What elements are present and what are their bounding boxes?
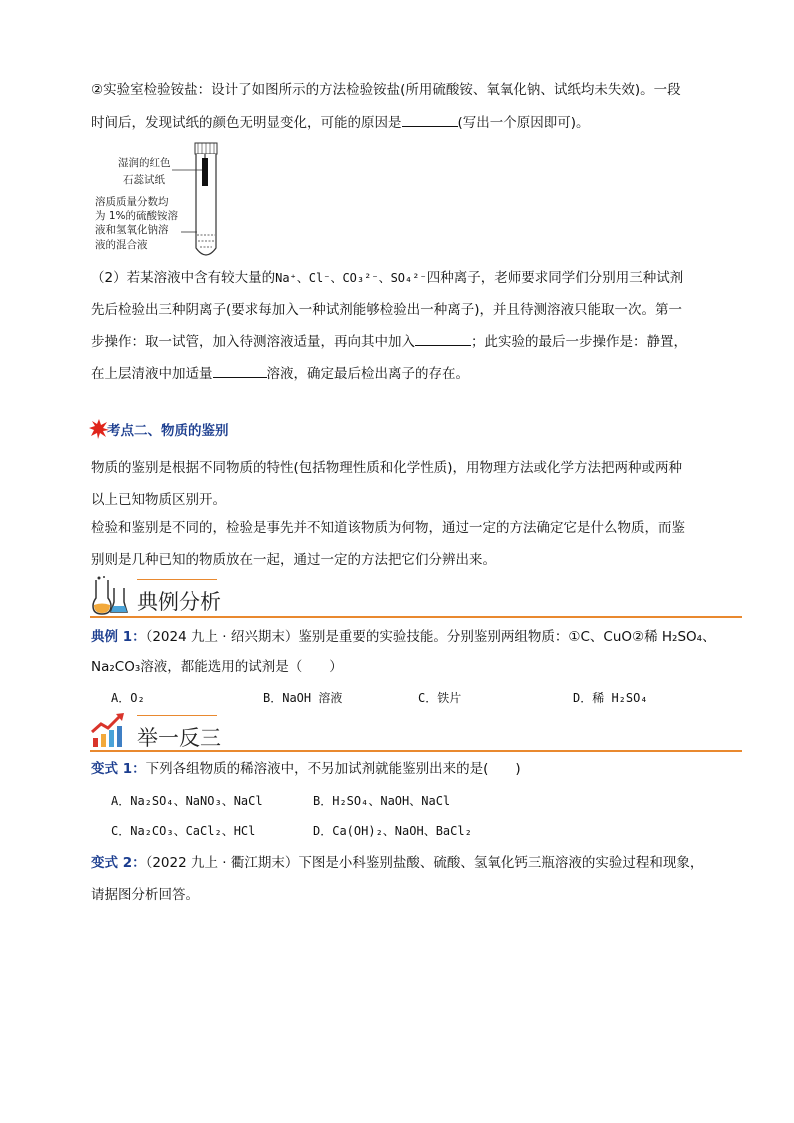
answer-blank-2[interactable] — [415, 331, 471, 346]
kaodian-para1-line2: 以上已知物质区别开。 — [91, 492, 226, 508]
q2-line1 — [91, 267, 683, 289]
kaodian-para2-line1: 检验和鉴别是不同的，检验是事先并不知道该物质为何物，通过一定的方法确定它是什么物质，而鉴 — [91, 520, 685, 536]
item2-line1: ②实验室检验铵盐：设计了如图所示的方法检验铵盐(所用硫酸铵、氧氧化钠、试纸均未失效)。一段 — [91, 82, 681, 98]
q2-line3-end: ；此实验的最后一步操作是：静置， — [471, 334, 687, 350]
v1-option-a[interactable]: A．Na₂SO₄、NaNO₃、NaCl — [111, 794, 263, 808]
dianli-text2: Na₂CO₃溶液，都能选用的试剂是（ ） — [91, 659, 343, 675]
figure-label-solution-3: 液和氢氧化钠溶 — [95, 224, 169, 236]
kaodian-para1-line1: 物质的鉴别是根据不同物质的特性(包括物理性质和化学性质)，用物理方法或化学方法把两种或两种 — [91, 460, 683, 476]
dianli-rule — [90, 616, 742, 618]
figure-label-solution-4: 液的混合液 — [95, 239, 148, 251]
dianli-text1: （2024 九上 · 绍兴期末）鉴别是重要的实验技能。分别鉴别两组物质：①C、CuO②稀 H₂SO₄、 — [145, 629, 716, 645]
dianli-option-a[interactable]: A．O₂ — [111, 691, 145, 705]
test-tube-drawing — [95, 140, 235, 262]
v1-option-d[interactable]: D．Ca(OH)₂、NaOH、BaCl₂ — [313, 824, 472, 838]
v1-text: 下列各组物质的稀溶液中，不另加试剂就能鉴别出来的是( ) — [145, 761, 521, 777]
q2-suffix: 四种离子，老师要求同学们分别用三种试剂 — [426, 270, 684, 286]
dianli-option-c[interactable]: C．铁片 — [418, 691, 462, 705]
dianli-option-b[interactable]: B．NaOH 溶液 — [263, 691, 343, 705]
v2-text2: 请据图分析回答。 — [91, 887, 199, 903]
red-star-icon — [89, 419, 109, 439]
growth-chart-icon — [90, 712, 130, 748]
juyi-top-rule — [137, 715, 217, 716]
v1-option-b[interactable]: B．H₂SO₄、NaOH、NaCl — [313, 794, 451, 808]
flask-icon — [90, 576, 130, 616]
figure-label-solution-2: 为 1%的硫酸铵溶 — [95, 210, 178, 222]
dianli-option-d[interactable]: D．稀 H₂SO₄ — [573, 691, 648, 705]
q2-line4-end: 溶液，确定最后检出离子的存在。 — [266, 366, 469, 382]
q2-line3-text: 步操作：取一试管，加入待测溶液适量，再向其中加入 — [91, 334, 415, 350]
v2-text1: （2022 九上 · 衢江期末）下图是小科鉴别盐酸、硫酸、氢氧化钙三瓶溶液的实验过程和现象， — [145, 855, 704, 871]
v1-option-c[interactable]: C．Na₂CO₃、CaCl₂、HCl — [111, 824, 256, 838]
item2-line2-end: (写出一个原因即可)。 — [457, 115, 590, 131]
dianli-heading: 典例分析 — [137, 590, 221, 614]
answer-blank-3[interactable] — [213, 363, 267, 378]
answer-blank-1[interactable] — [402, 112, 458, 127]
figure-label-solution-1: 溶质质量分数均 — [95, 196, 169, 208]
v1-label: 变式 1： — [91, 761, 146, 777]
q2-line4-text: 在上层清液中加适量 — [91, 366, 213, 382]
q2-line3 — [91, 331, 687, 353]
dianli-top-rule — [137, 579, 217, 580]
item2-line2 — [91, 112, 590, 134]
test-tube-figure — [95, 140, 235, 262]
figure-label-litmus-1: 湿润的红色 — [118, 157, 171, 169]
q2-line2: 先后检验出三种阴离子(要求每加入一种试剂能够检验出一种离子)，并且待测溶液只能取一次。第一 — [91, 302, 683, 318]
juyi-v2-line1 — [91, 852, 703, 874]
kaodian-para2-line2: 别则是几种已知的物质放在一起，通过一定的方法把它们分辨出来。 — [91, 552, 496, 568]
juyi-rule — [90, 750, 742, 752]
q2-line4 — [91, 363, 469, 385]
juyi-heading: 举一反三 — [137, 726, 221, 750]
dianli-label: 典例 1： — [91, 629, 146, 645]
v2-label: 变式 2： — [91, 855, 146, 871]
kaodian-title: 考点二、物质的鉴别 — [107, 423, 229, 439]
q2-prefix: （2）若某溶液中含有较大量的 — [91, 270, 276, 286]
item2-line2-text: 时间后，发现试纸的颜色无明显变化，可能的原因是 — [91, 115, 402, 131]
figure-label-litmus-2: 石蕊试纸 — [123, 174, 165, 186]
dianli-q1-line1 — [91, 626, 716, 648]
q2-ions: Na⁺、Cl⁻、CO₃²⁻、SO₄²⁻ — [275, 271, 427, 285]
juyi-v1 — [91, 758, 521, 780]
